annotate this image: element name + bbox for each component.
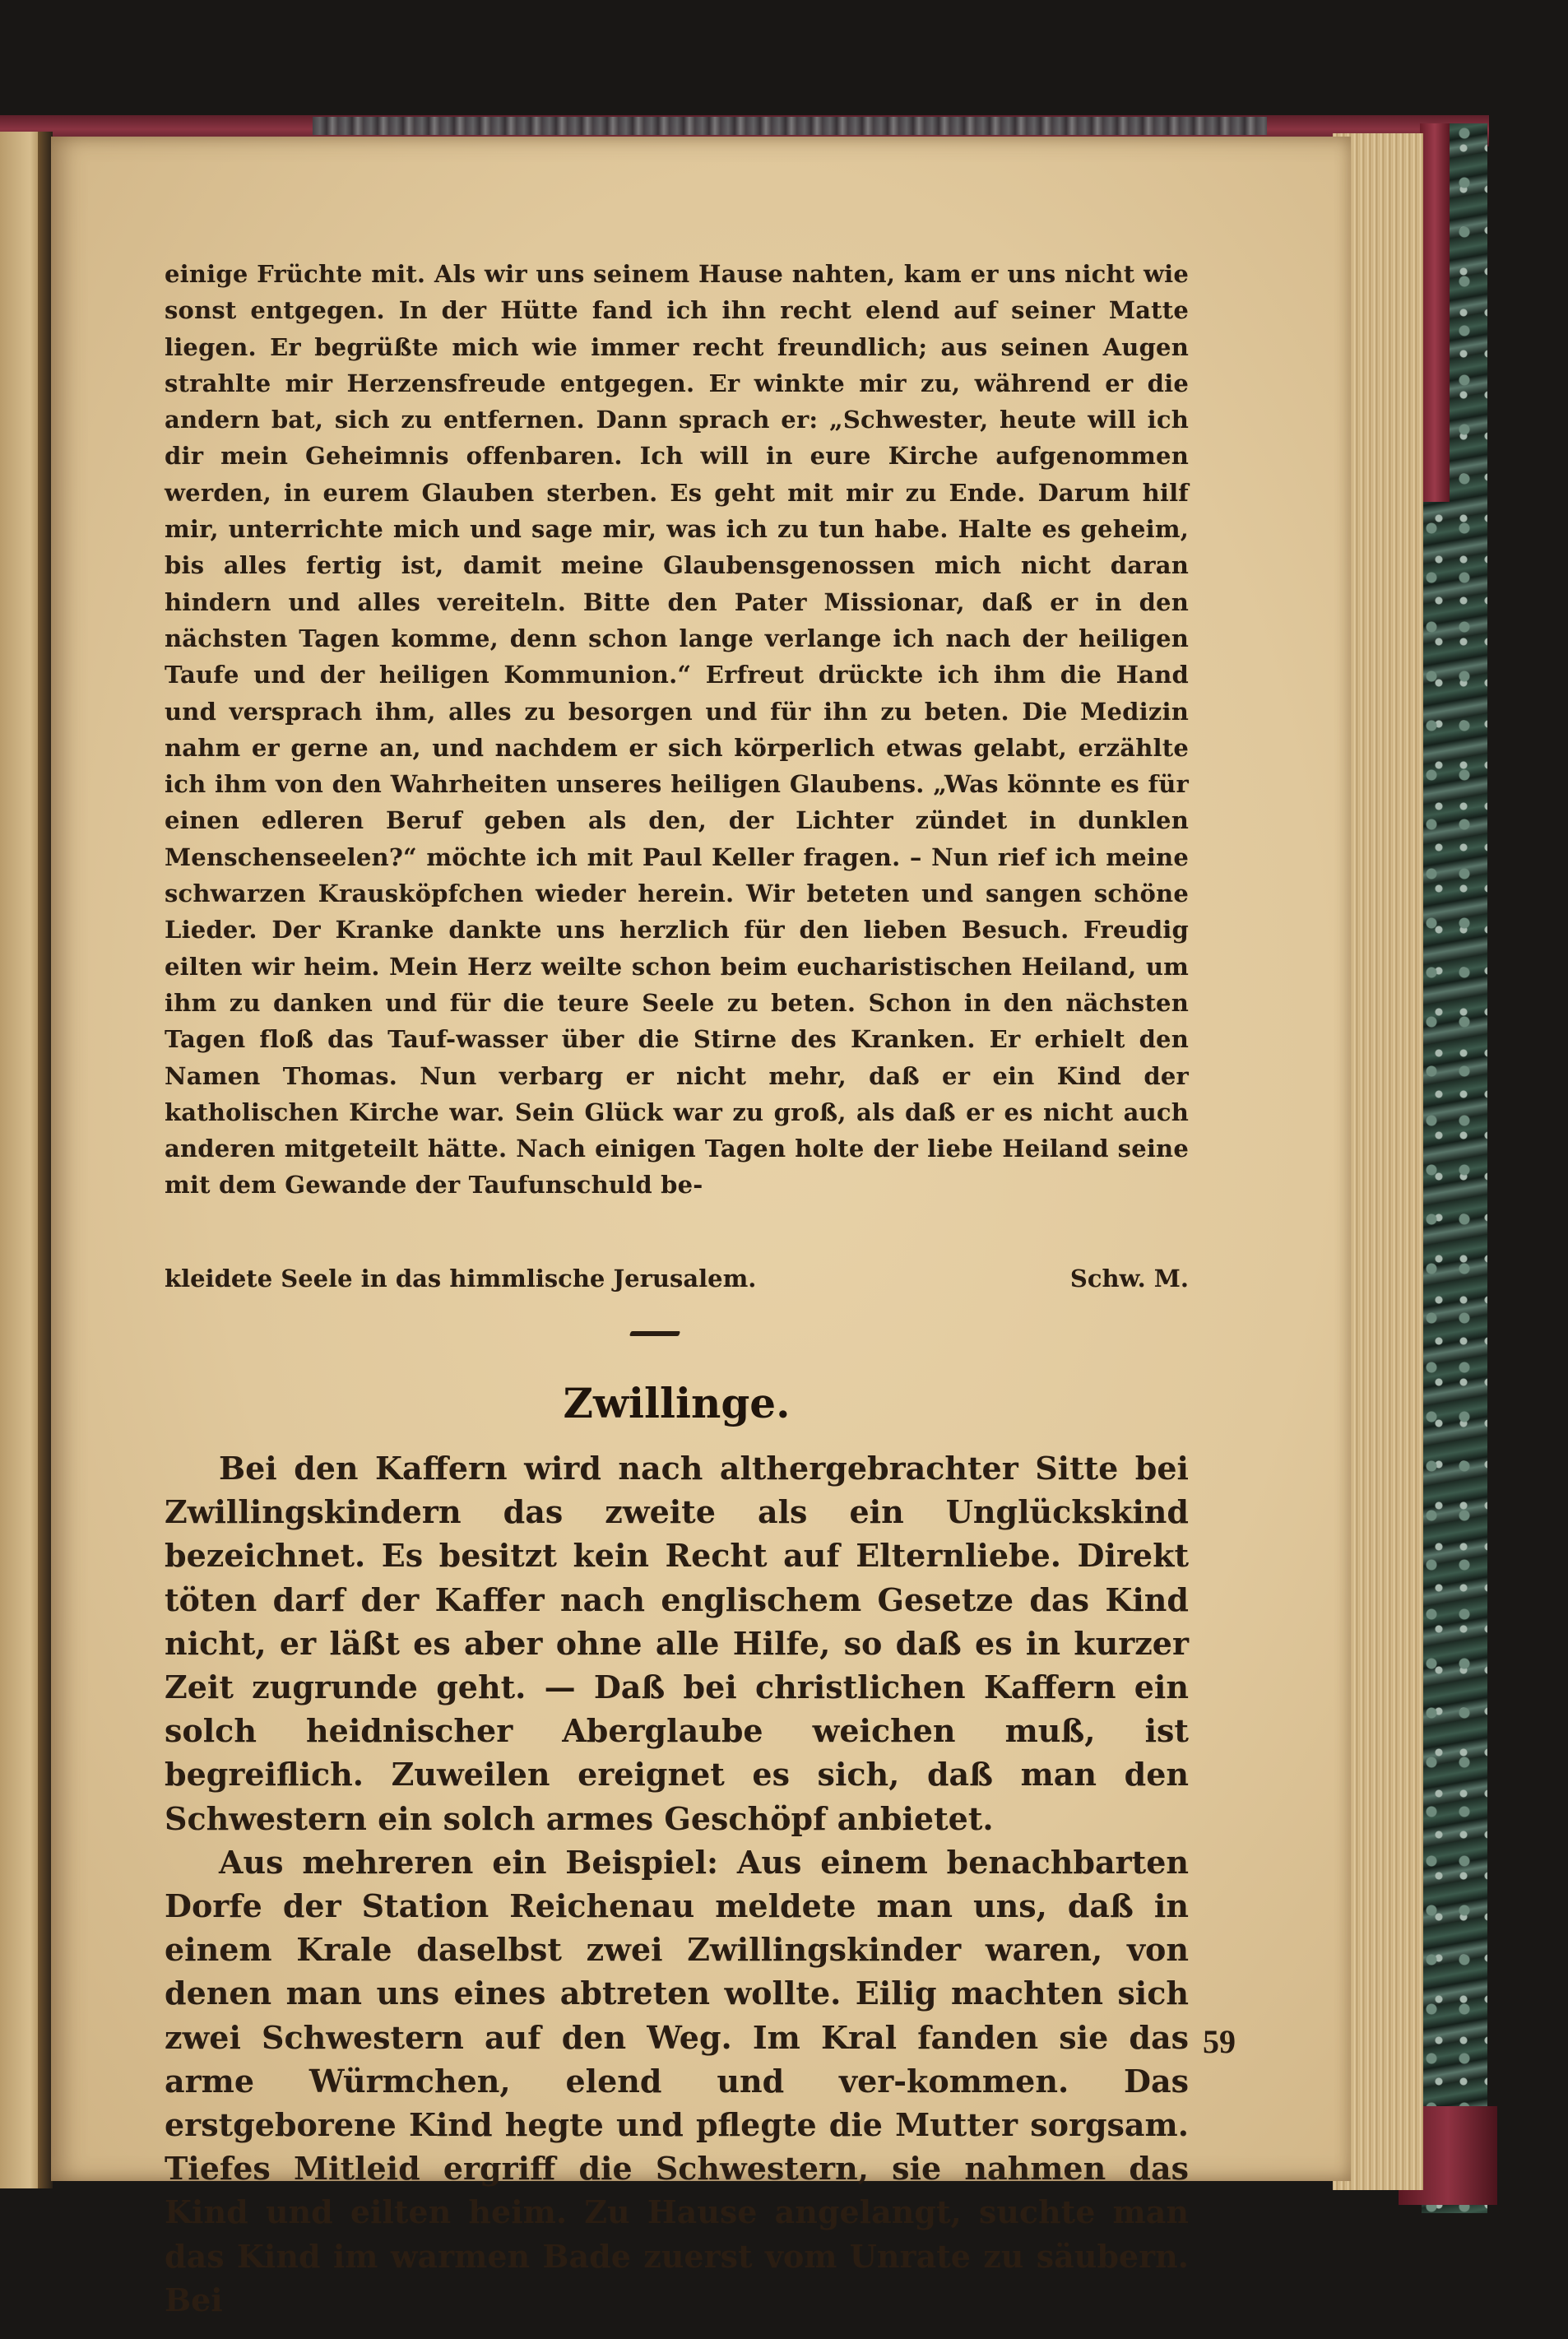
closing-line <box>165 1260 1189 1297</box>
previous-article-text <box>165 256 1189 1204</box>
article-paragraph-1: Bei den Kaffern wird nach althergebrachter Sitte bei Zwillingskindern das zweite als ein Unglückskind bezeichnet. Es besitzt kein Recht auf Elternliebe. Direkt töten darf der Kaffer nach englischem Gesetze das Kind nicht, er läßt es aber ohne alle Hilfe, so daß es in kurzer Zeit zugrunde geht. — Daß bei christlichen Kaffern ein solch heidnischer Aberglaube weichen muß, ist begreiflich. Zuweilen ereignet es sich, daß man den Schwestern ein solch armes Geschöpf anbietet. <box>165 1450 1189 1837</box>
page-number: 59 <box>1203 2023 1236 2060</box>
cover-corner-top <box>1420 123 1450 502</box>
article-body <box>165 1446 1189 2322</box>
book-page <box>51 137 1351 2318</box>
marbled-cover-strip <box>313 117 1267 135</box>
article-paragraph-2: Aus mehreren ein Beispiel: Aus einem benachbarten Dorfe der Station Reichenau meldete man uns, daß in einem Krale daselbst zwei Zwillingskinder waren, von denen man uns eines abtreten wollte. Eilig machten sich zwei Schwestern auf den Weg. Im Kral fanden sie das arme Würmchen, elend und ver-kommen. Das erstgeborene Kind hegte und pflegte die Mutter sorgsam. Tiefes Mitleid ergriff die Schwestern, sie nahmen das Kind und eilten heim. Zu Hause angelangt, suchte man das Kind im warmen Bade zuerst vom Unrate zu säubern. Bei <box>165 1843 1189 2318</box>
closing-sentence: kleidete Seele in das himmlische Jerusalem. <box>165 1265 757 1292</box>
left-page-edge <box>0 132 43 2188</box>
article-title: Zwillinge. <box>563 1379 791 1427</box>
previous-article-paragraph: einige Früchte mit. Als wir uns seinem Hause nahten, kam er uns nicht wie sonst entgegen. In der Hütte fand ich ihn recht elend auf seiner Matte liegen. Er begrüßte mich wie immer recht freundlich; aus seinen Augen strahlte mir Herzensfreude entgegen. Er winkte mir zu, während er die andern bat, sich zu entfernen. Dann sprach er: „Schwester, heute will ich dir mein Geheimnis offenbaren. Ich will in eure Kirche aufgenommen werden, in eurem Glauben sterben. Es geht mit mir zu Ende. Darum hilf mir, unterrichte mich und sage mir, was ich zu tun habe. Halte es geheim, bis alles fertig ist, damit meine Glaubensgenossen mich nicht daran hindern und alles vereiteln. Bitte den Pater Missionar, daß er in den nächsten Tagen komme, denn schon lange verlange ich nach der heiligen Taufe und der heiligen Kommunion.“ Erfreut drückte ich ihm die Hand und versprach ihm, alles zu besorgen und für ihn zu beten. Die Medizin nahm er gerne an, und nachdem er sich körperlich etwas gelabt, erzählte ich ihm von den Wahrheiten unseres heiligen Glaubens. „Was könnte es für einen edleren Beruf geben als den, der Lichter zündet in dunklen Menschenseelen?“ möchte ich mit Paul Keller fragen. – Nun rief ich meine schwarzen Krausköpfchen wieder herein. Wir beteten und sangen schöne Lieder. Der Kranke dankte uns herzlich für den lieben Besuch. Freudig eilten wir heim. Mein Herz weilte schon beim eucharistischen Heiland, um ihm zu danken und für die teure Seele zu beten. Schon in den nächsten Tagen floß das Tauf-wasser über die Stirne des Kranken. Er erhielt den Namen Thomas. Nun verbarg er nicht mehr, daß er ein Kind der katholischen Kirche war. Sein Glück war zu groß, als daß er es nicht auch anderen mitgeteilt hätte. Nach einigen Tagen holte der liebe Heiland seine mit dem Gewande der Taufunschuld be- <box>165 260 1189 1200</box>
section-divider <box>629 1331 680 1336</box>
author-signature: Schw. M. <box>1069 1265 1189 1292</box>
